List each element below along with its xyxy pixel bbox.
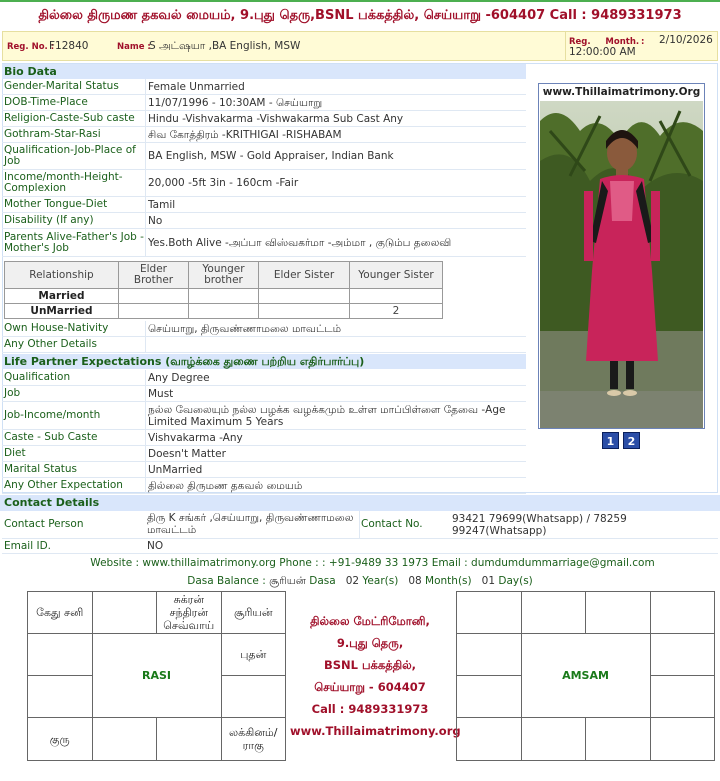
bio-value: Female Unmarried	[148, 80, 245, 93]
photo-page-2-button[interactable]: 2	[623, 432, 640, 449]
dasa-planet: சூரியன்	[269, 575, 306, 587]
bio-row	[2, 111, 526, 127]
siblings-row-label: Married	[5, 289, 119, 304]
address-line: தில்லை மேட்ரிமோனி,	[310, 614, 430, 628]
contact-no-value: 93421 79699(Whatsapp) / 78259 99247(Whatsapp)	[452, 513, 627, 537]
page-header: தில்லை திருமண தகவல் மையம், 9.புது தெரு,BSNL பக்கத்தில், செய்யாறு -604407 Call : 9489331973	[38, 8, 682, 23]
address-website: www.Thillaimatrimony.org	[290, 724, 461, 738]
siblings-cell: 2	[350, 304, 443, 319]
siblings-cell	[189, 304, 259, 319]
bio-key: Gender-Marital Status	[2, 79, 146, 94]
rasi-house: சுக்ரன் சந்திரன் செவ்வாய்	[157, 592, 222, 634]
email-label: Email ID.	[4, 540, 51, 552]
bio-row	[2, 321, 526, 337]
amsam-house	[457, 592, 522, 634]
siblings-header: Elder Brother	[119, 262, 189, 289]
dasa-word: Dasa	[309, 575, 336, 587]
siblings-cell	[189, 289, 259, 304]
partner-key: Diet	[2, 446, 146, 461]
partner-expectations-header: Life Partner Expectations (வாழ்க்கை துணை பற்றிய எதிர்பார்ப்பு)	[2, 354, 526, 369]
dasa-days: 01	[481, 575, 496, 587]
amsam-house	[586, 592, 651, 634]
bio-data-header: Bio Data	[2, 64, 526, 79]
bio-value: BA English, MSW - Gold Appraiser, Indian Bank	[148, 150, 394, 162]
rasi-house	[157, 718, 222, 761]
address-line: BSNL பக்கத்தில்,	[323, 658, 417, 672]
siblings-header: Elder Sister	[259, 262, 350, 289]
bio-key: Own House-Nativity	[2, 321, 146, 336]
bio-key: Gothram-Star-Rasi	[2, 127, 146, 142]
contact-person-value: திரு K சங்கர் ,செய்யாறு, திருவண்ணாமலை மாவட்டம்	[147, 512, 354, 536]
bio-row	[2, 127, 526, 143]
rasi-center-label: RASI	[92, 634, 221, 718]
reg-no-value: F12840	[49, 40, 89, 52]
name-value: S அட்ஷயா ,BA English, MSW	[149, 40, 301, 52]
profile-photo[interactable]	[540, 101, 703, 428]
photo-page-1-button[interactable]: 1	[602, 432, 619, 449]
bio-value	[148, 337, 526, 352]
dasa-days-label: Day(s)	[498, 575, 533, 587]
bio-row	[2, 197, 526, 213]
bio-row	[2, 95, 526, 111]
bio-row	[2, 79, 526, 95]
siblings-header: Younger brother	[189, 262, 259, 289]
bio-key: Religion-Caste-Sub caste	[2, 111, 146, 126]
siblings-header: Younger Sister	[350, 262, 443, 289]
amsam-house	[650, 676, 715, 718]
address-phone: Call : 9489331973	[311, 702, 429, 716]
contact-person-label: Contact Person	[4, 518, 84, 530]
siblings-header: Relationship	[5, 262, 119, 289]
contact-row	[2, 511, 718, 539]
partner-row	[2, 386, 526, 402]
bio-row	[2, 337, 526, 353]
profile-photo-card	[538, 83, 705, 429]
address-line: செய்யாறு - 604407	[314, 680, 426, 694]
email-value: NO	[147, 540, 164, 552]
reg-time: 12:00:00 AM	[569, 46, 636, 58]
siblings-row-label: UnMarried	[5, 304, 119, 319]
amsam-house	[650, 718, 715, 761]
partner-row	[2, 430, 526, 446]
partner-value: UnMarried	[148, 463, 203, 476]
siblings-table	[4, 261, 443, 319]
bio-row	[2, 143, 526, 170]
amsam-house	[586, 718, 651, 761]
siblings-row	[5, 304, 443, 319]
bio-value: Hindu -Vishvakarma -Vishwakarma Sub Cast Any	[148, 112, 404, 125]
office-address	[290, 610, 461, 742]
bio-key: Income/month-Height-Complexion	[2, 170, 146, 196]
partner-row	[2, 478, 526, 494]
reg-date: 2/10/2026	[659, 34, 713, 46]
registration-bar	[2, 31, 718, 61]
contact-details-header: Contact Details	[0, 495, 720, 511]
partner-row	[2, 446, 526, 462]
address-line: 9.புது தெரு,	[336, 636, 404, 650]
rasi-house: குரு	[28, 718, 93, 761]
rasi-house	[92, 592, 157, 634]
name-label: Name :	[117, 42, 151, 52]
siblings-cell	[259, 304, 350, 319]
siblings-cell	[259, 289, 350, 304]
bio-value: 11/07/1996 - 10:30AM - செய்யாறு	[148, 96, 323, 109]
amsam-house	[650, 634, 715, 676]
siblings-cell	[119, 304, 189, 319]
partner-key: Job	[2, 386, 146, 401]
partner-key: Qualification	[2, 370, 146, 385]
rasi-house: லக்கினம்/ ராகு	[221, 718, 286, 761]
bio-value: Tamil	[148, 198, 176, 211]
partner-row	[2, 370, 526, 386]
amsam-house	[457, 634, 522, 676]
bio-key: DOB-Time-Place	[2, 95, 146, 110]
rasi-house: புதன்	[221, 634, 286, 676]
amsam-house	[457, 718, 522, 761]
partner-key: Caste - Sub Caste	[2, 430, 146, 445]
siblings-cell	[119, 289, 189, 304]
rasi-house	[28, 634, 93, 676]
reg-no-label: Reg. No. :	[7, 42, 55, 52]
bio-key: Disability (If any)	[2, 213, 146, 228]
bio-row	[2, 229, 526, 257]
partner-value: தில்லை திருமண தகவல் மையம்	[148, 479, 303, 492]
contact-no-label: Contact No.	[361, 518, 423, 530]
partner-value: Vishvakarma -Any	[148, 431, 243, 444]
bio-key: Qualification-Job-Place of Job	[2, 143, 146, 169]
rasi-house	[28, 676, 93, 718]
partner-row	[2, 402, 526, 430]
amsam-house	[457, 676, 522, 718]
dasa-label: Dasa Balance :	[187, 575, 266, 587]
rasi-house: சூரியன்	[221, 592, 286, 634]
bio-value: No	[148, 214, 163, 227]
footer-website-line: Website : www.thillaimatrimony.org Phone : : +91-9489 33 1973 Email : dumdumdummarriage@gmail.com	[90, 557, 655, 569]
reg-month-separator: :	[641, 37, 645, 47]
partner-value: நல்ல வேலையும் நல்ல பழக்க வழக்கமும் உள்ள மாப்பிள்ளை தேவை -Age Limited Maximum 5 Years	[148, 403, 506, 428]
contact-row	[2, 539, 718, 554]
amsam-house	[521, 718, 586, 761]
profile-photo-illustration	[540, 101, 703, 428]
bio-value: 20,000 -5ft 3in - 160cm -Fair	[148, 177, 299, 189]
partner-value: Any Degree	[148, 371, 210, 384]
dasa-months: 08	[408, 575, 422, 587]
partner-row	[2, 462, 526, 478]
siblings-cell	[350, 289, 443, 304]
top-divider	[0, 0, 720, 2]
bio-value: Yes.Both Alive -அப்பா விஸ்வகர்மா -அம்மா , குடும்ப தலைவி	[148, 236, 452, 249]
bio-row	[2, 170, 526, 197]
bio-value: சிவ கோத்திரம் -KRITHIGAI -RISHABAM	[148, 128, 342, 141]
dasa-years-label: Year(s)	[362, 575, 399, 587]
partner-key: Marital Status	[2, 462, 146, 477]
dasa-balance	[0, 574, 720, 588]
amsam-house	[521, 592, 586, 634]
bio-key: Mother Tongue-Diet	[2, 197, 146, 212]
reg-month-label: Reg. Month.	[569, 37, 640, 47]
dasa-years: 02	[345, 575, 360, 587]
rasi-house: கேது சனி	[28, 592, 93, 634]
rasi-chart	[27, 591, 286, 761]
siblings-row	[5, 289, 443, 304]
partner-value: Doesn't Matter	[148, 447, 226, 460]
partner-key: Job-Income/month	[2, 402, 146, 429]
partner-key: Any Other Expectation	[2, 478, 146, 493]
bio-value: செய்யாறு, திருவண்ணாமலை மாவட்டம்	[148, 322, 342, 335]
partner-value: Must	[148, 387, 174, 400]
bio-key: Any Other Details	[2, 337, 146, 352]
amsam-chart	[456, 591, 715, 761]
rasi-house	[221, 676, 286, 718]
photo-site-label: www.Thillaimatrimony.Org	[542, 86, 701, 98]
dasa-months-label: Month(s)	[425, 575, 472, 587]
rasi-house	[92, 718, 157, 761]
bio-row	[2, 213, 526, 229]
amsam-center-label: AMSAM	[521, 634, 650, 718]
bio-key: Parents Alive-Father's Job - Mother's Job	[2, 229, 146, 256]
amsam-house	[650, 592, 715, 634]
